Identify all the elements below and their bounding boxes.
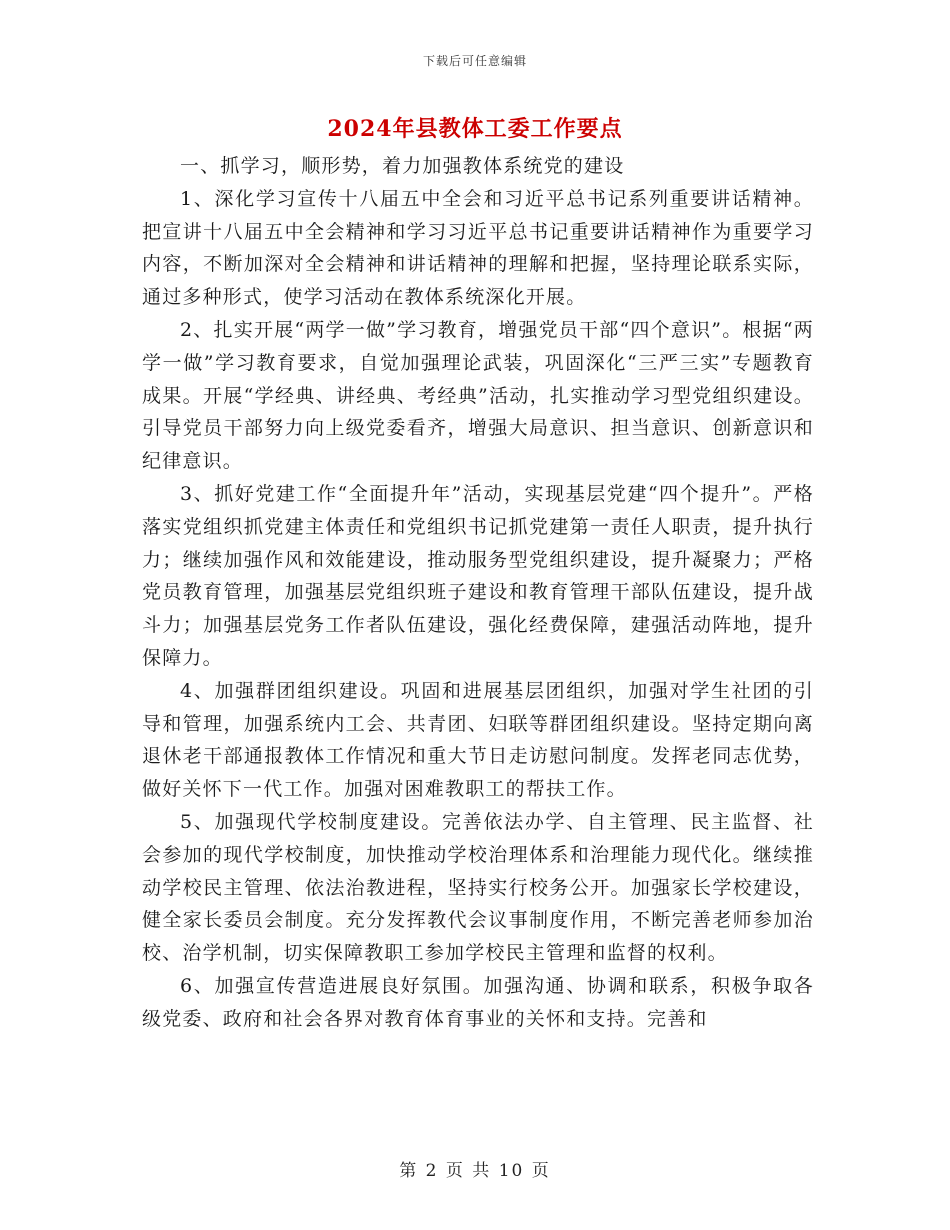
paragraph-4: 4、加强群团组织建设。巩固和进展基层团组织，加强对学生社团的引导和管理，加强系统内工会、共青团、妇联等群团组织建设。坚持定期向离退休老干部通报教体工作情况和重大节日走访慰问制度。发挥老同志优势，做好关怀下一代工作。加强对困难教职工的帮扶工作。 [142, 679, 814, 801]
paragraph-1: 1、深化学习宣传十八届五中全会和习近平总书记系列重要讲话精神。把宣讲十八届五中全会精神和学习习近平总书记重要讲话精神作为重要学习内容，不断加深对全会精神和讲话精神的理解和把握，坚持理论联系实际，通过多种形式，使学习活动在教体系统深化开展。 [142, 187, 814, 309]
page-number-footer: 第 2 页 共 10 页 [399, 1161, 551, 1181]
paragraph-2: 2、扎实开展“两学一做”学习教育，增强党员干部“四个意识”。根据“两学一做”学习教育要求，自觉加强理论武装，巩固深化“三严三实”专题教育成果。开展“学经典、讲经典、考经典”活动，扎实推动学习型党组织建设。引导党员干部努力向上级党委看齐，增强大局意识、担当意识、创新意识和纪律意识。 [142, 318, 814, 473]
page-header-note: 下载后可任意编辑 [422, 54, 527, 68]
paragraph-5: 5、加强现代学校制度建设。完善依法办学、自主管理、民主监督、社会参加的现代学校制度，加快推动学校治理体系和治理能力现代化。继续推动学校民主管理、依法治教进程，坚持实行校务公开。加强家长学校建设，健全家长委员会制度。充分发挥教代会议事制度作用，不断完善老师参加治校、治学机制，切实保障教职工参加学校民主管理和监督的权利。 [142, 810, 814, 965]
document-body [142, 150, 814, 1036]
document-title: 2024年县教体工委工作要点 [327, 116, 623, 142]
paragraph-3: 3、抓好党建工作“全面提升年”活动，实现基层党建“四个提升”。严格落实党组织抓党建主体责任和党组织书记抓党建第一责任人职责，提升执行力；继续加强作风和效能建设，推动服务型党组织建设，提升凝聚力；严格党员教育管理，加强基层党组织班子建设和教育管理干部队伍建设，提升战斗力；加强基层党务工作者队伍建设，强化经费保障，建强活动阵地，提升保障力。 [142, 482, 814, 669]
section-heading: 一、抓学习，顺形势，着力加强教体系统党的建设 [180, 155, 625, 177]
paragraph-6: 6、加强宣传营造进展良好氛围。加强沟通、协调和联系，积极争取各级党委、政府和社会各界对教育体育事业的关怀和支持。完善和 [142, 974, 814, 1030]
